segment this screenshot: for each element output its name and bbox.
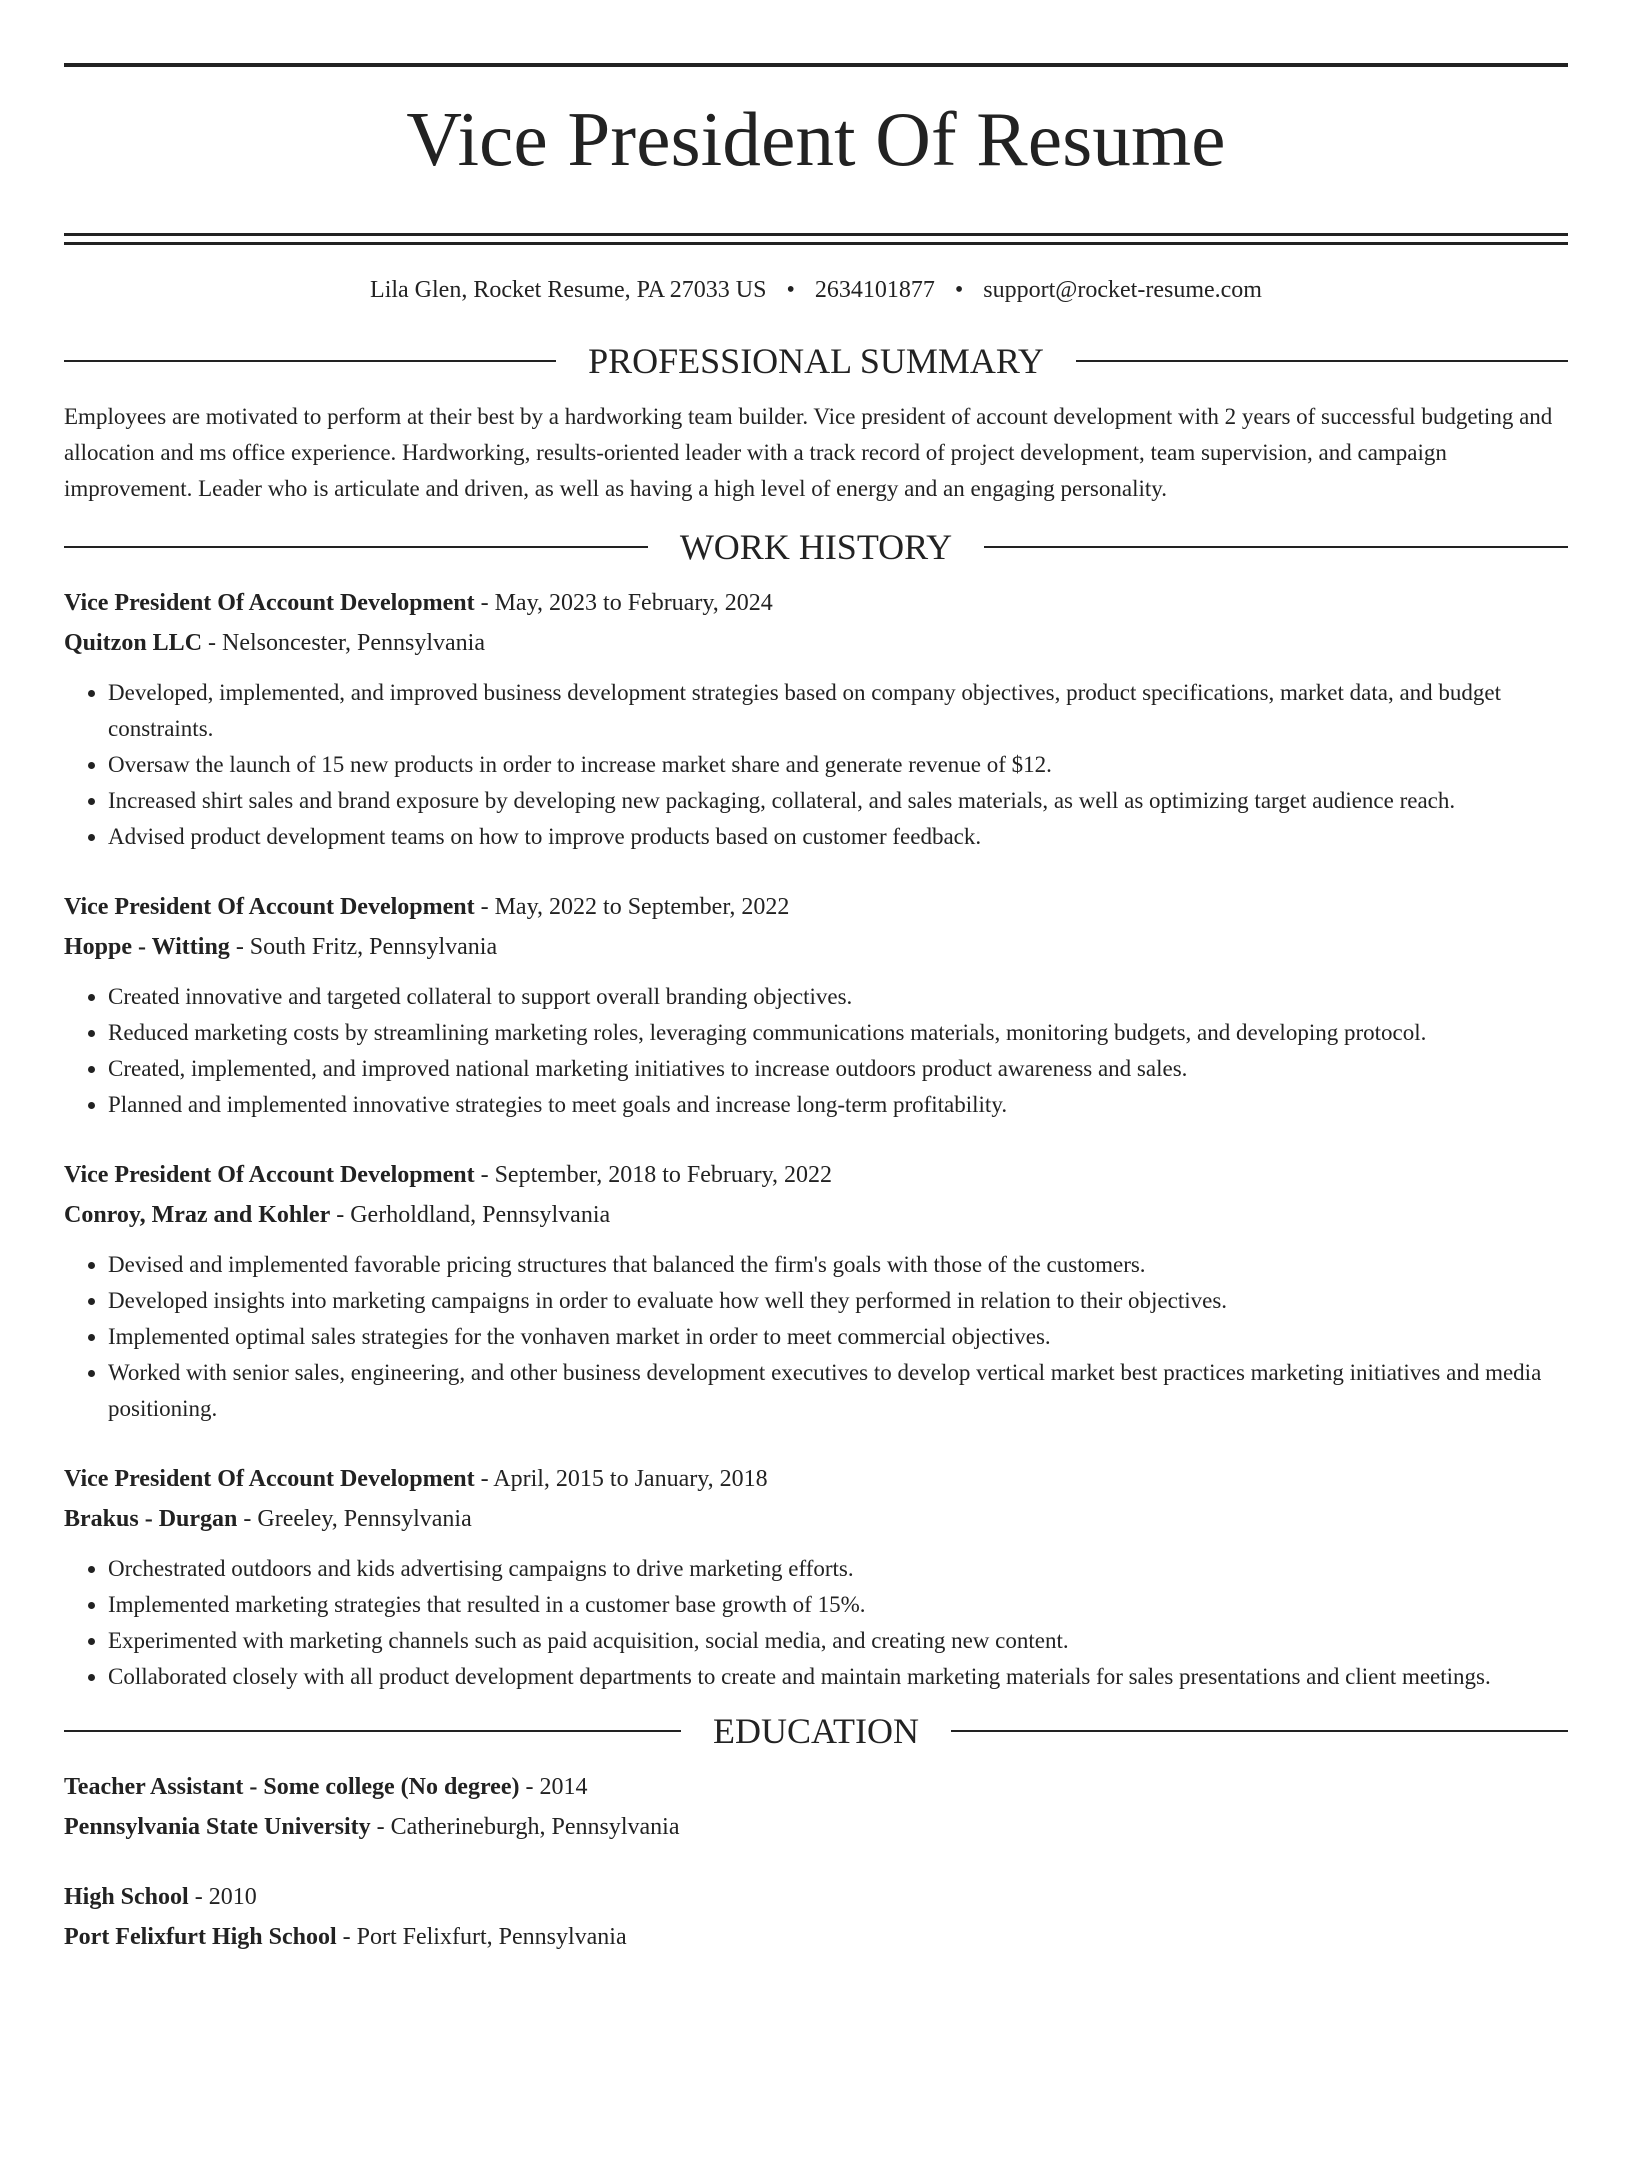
job-title: Vice President Of Account Development	[64, 1466, 475, 1492]
job-entry	[64, 887, 1568, 1123]
job-bullets	[64, 1551, 1568, 1695]
job-bullet: • Developed, implemented, and improved business development strategies based on company objectives, product specifications, market data, and budget constraints.	[108, 675, 1568, 747]
job-bullet: • Orchestrated outdoors and kids advertising campaigns to drive marketing efforts.	[108, 1551, 1568, 1587]
job-bullet: • Created innovative and targeted collateral to support overall branding objectives.	[108, 979, 1568, 1015]
job-title-line	[64, 1459, 1568, 1499]
job-location: - Gerholdland, Pennsylvania	[330, 1202, 611, 1228]
heading-rule-right	[1076, 360, 1568, 362]
job-dates: - May, 2022 to September, 2022	[474, 894, 790, 920]
job-title: Vice President Of Account Development	[64, 894, 475, 920]
contact-phone: 2634101877	[814, 277, 935, 303]
education-degree-line	[64, 1877, 1568, 1917]
job-bullet: • Developed insights into marketing campaigns in order to evaluate how well they performed in relation to their objectives.	[108, 1283, 1568, 1319]
job-company-line	[64, 1195, 1568, 1235]
job-company: Brakus - Durgan	[64, 1506, 238, 1532]
job-bullet: • Worked with senior sales, engineering, and other business development executives to develop vertical market best practices marketing initiatives and media positioning.	[108, 1355, 1568, 1427]
job-title-line	[64, 887, 1568, 927]
job-company-line	[64, 623, 1568, 663]
job-bullets	[64, 675, 1568, 855]
education-year: - 2010	[188, 1884, 257, 1910]
job-company: Conroy, Mraz and Kohler	[64, 1202, 331, 1228]
job-entry	[64, 583, 1568, 855]
job-dates: - April, 2015 to January, 2018	[474, 1466, 768, 1492]
job-dates: - September, 2018 to February, 2022	[474, 1162, 833, 1188]
contact-email: support@rocket-resume.com	[983, 277, 1262, 303]
summary-text: Employees are motivated to perform at their best by a hardworking team builder. Vice president of account development with 2 years of successful budgeting and allocation and ms office experience. Hardworking, results-oriented leader with a track record of project development, team supervision, and campaign improvement. Leader who is articulate and driven, as well as having a high level of energy and an engaging personality.	[64, 404, 1553, 501]
heading-rule-right	[984, 546, 1568, 548]
education-school-line	[64, 1917, 1568, 1957]
education-degree: Teacher Assistant - Some college (No degree)	[64, 1774, 520, 1800]
contact-line	[64, 275, 1568, 305]
education-entry	[64, 1877, 1568, 1957]
education-entry	[64, 1767, 1568, 1847]
job-company-line	[64, 927, 1568, 967]
education-location: - Port Felixfurt, Pennsylvania	[336, 1924, 627, 1950]
education-degree-line	[64, 1767, 1568, 1807]
job-bullet: • Created, implemented, and improved national marketing initiatives to increase outdoors product awareness and sales.	[108, 1051, 1568, 1087]
heading-rule-right	[951, 1730, 1568, 1732]
job-company: Hoppe - Witting	[64, 934, 230, 960]
job-location: - Nelsoncester, Pennsylvania	[202, 630, 485, 656]
education-heading-label: EDUCATION	[713, 1711, 919, 1751]
job-bullet: • Advised product development teams on how to improve products based on customer feedback.	[108, 819, 1568, 855]
job-bullet: • Collaborated closely with all product development departments to create and maintain marketing materials for sales presentations and client meetings.	[108, 1659, 1568, 1695]
job-title-line	[64, 583, 1568, 623]
job-company-line	[64, 1499, 1568, 1539]
education-location: - Catherineburgh, Pennsylvania	[370, 1814, 680, 1840]
heading-rule-left	[64, 546, 648, 548]
heading-rule-left	[64, 1730, 681, 1732]
education-section-heading	[64, 1711, 1568, 1751]
job-bullet: • Increased shirt sales and brand exposure by developing new packaging, collateral, and sales materials, as well as optimizing target audience reach.	[108, 783, 1568, 819]
education-school: Port Felixfurt High School	[64, 1924, 337, 1950]
job-location: - Greeley, Pennsylvania	[237, 1506, 472, 1532]
contact-address: Lila Glen, Rocket Resume, PA 27033 US	[370, 277, 767, 303]
job-bullets	[64, 1247, 1568, 1427]
top-rule	[64, 63, 1568, 67]
resume-page	[0, 63, 1632, 2175]
work-heading-label: WORK HISTORY	[679, 527, 953, 567]
resume-title: Vice President Of Resume	[406, 96, 1226, 182]
job-entry	[64, 1459, 1568, 1695]
summary-section-heading	[64, 341, 1568, 381]
job-bullet: • Implemented marketing strategies that resulted in a customer base growth of 15%.	[108, 1587, 1568, 1623]
job-title: Vice President Of Account Development	[64, 1162, 475, 1188]
job-entry	[64, 1155, 1568, 1427]
education-degree: High School	[64, 1884, 189, 1910]
education-school: Pennsylvania State University	[64, 1814, 371, 1840]
contact-separator: •	[786, 277, 795, 303]
title-double-rule	[64, 233, 1568, 245]
job-bullet: • Implemented optimal sales strategies for the vonhaven market in order to meet commercial objectives.	[108, 1319, 1568, 1355]
summary-heading-label: PROFESSIONAL SUMMARY	[588, 341, 1044, 381]
contact-separator: •	[954, 277, 964, 303]
job-bullet: • Planned and implemented innovative strategies to meet goals and increase long-term profitability.	[108, 1087, 1568, 1123]
education-year: - 2014	[519, 1774, 588, 1800]
work-section-heading	[64, 527, 1568, 567]
job-bullets	[64, 979, 1568, 1123]
job-location: - South Fritz, Pennsylvania	[229, 934, 498, 960]
job-company: Quitzon LLC	[64, 630, 203, 656]
job-bullet: • Devised and implemented favorable pricing structures that balanced the firm's goals with those of the customers.	[108, 1247, 1568, 1283]
job-title-line	[64, 1155, 1568, 1195]
job-bullet: • Reduced marketing costs by streamlining marketing roles, leveraging communications materials, monitoring budgets, and developing protocol.	[108, 1015, 1568, 1051]
heading-rule-left	[64, 360, 556, 362]
job-bullet: • Oversaw the launch of 15 new products in order to increase market share and generate revenue of $12.	[108, 747, 1568, 783]
education-school-line	[64, 1807, 1568, 1847]
job-bullet: • Experimented with marketing channels such as paid acquisition, social media, and creating new content.	[108, 1623, 1568, 1659]
job-dates: - May, 2023 to February, 2024	[474, 590, 773, 616]
job-title: Vice President Of Account Development	[64, 590, 475, 616]
